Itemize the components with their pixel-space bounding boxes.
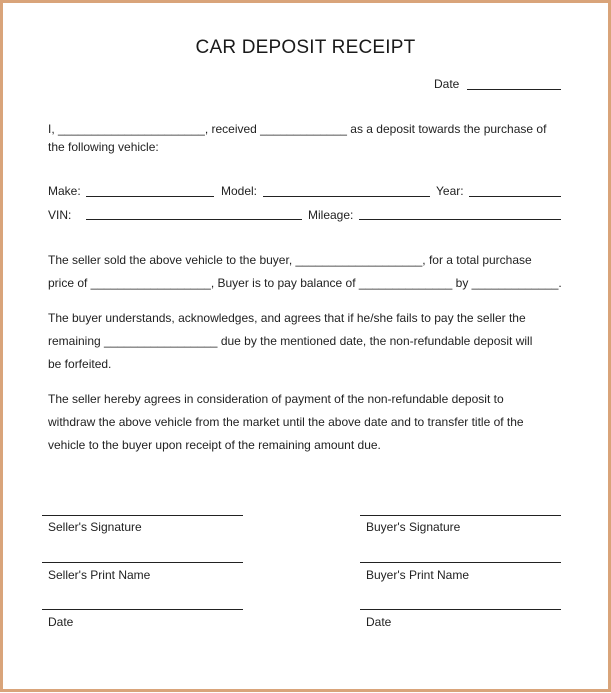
document-title: CAR DEPOSIT RECEIPT [195, 37, 416, 58]
para1-line2: the following vehicle: [48, 140, 159, 154]
model-label: Model: [221, 184, 258, 198]
para3-line2: remaining _________________ due by the mentioned date, the non-refundable deposit will [48, 334, 533, 348]
vin-label: VIN: [48, 208, 72, 222]
para4-line1: The seller hereby agrees in consideration of payment of the non-refundable deposit to [48, 392, 504, 406]
seller-signature-line[interactable] [42, 515, 243, 516]
date-field[interactable] [467, 89, 561, 90]
mileage-field[interactable] [359, 219, 561, 220]
buyer-date-line[interactable] [360, 609, 561, 610]
vin-field[interactable] [86, 219, 302, 220]
buyer-print-name-line[interactable] [360, 562, 561, 563]
year-field[interactable] [469, 196, 561, 197]
buyer-print-name-label: Buyer's Print Name [366, 568, 469, 582]
make-label: Make: [48, 184, 81, 198]
year-label: Year: [436, 184, 464, 198]
buyer-signature-label: Buyer's Signature [366, 520, 461, 534]
make-field[interactable] [86, 196, 214, 197]
seller-print-name-label: Seller's Print Name [48, 568, 151, 582]
buyer-signature-line[interactable] [360, 515, 561, 516]
mileage-label: Mileage: [308, 208, 354, 222]
para2-line2: price of __________________, Buyer is to pay balance of ______________ by _____________. [48, 276, 562, 290]
seller-signature-label: Seller's Signature [48, 520, 142, 534]
para4-line3: vehicle to the buyer upon receipt of the remaining amount due. [48, 438, 381, 452]
date-label: Date [434, 77, 460, 91]
para3-line1: The buyer understands, acknowledges, and agrees that if he/she fails to pay the seller the [48, 311, 526, 325]
model-field[interactable] [263, 196, 430, 197]
buyer-date-label: Date [366, 615, 392, 629]
seller-date-label: Date [48, 615, 74, 629]
seller-print-name-line[interactable] [42, 562, 243, 563]
para2-line1: The seller sold the above vehicle to the buyer, ___________________, for a total purchase [48, 253, 532, 267]
seller-date-line[interactable] [42, 609, 243, 610]
para3-line3: be forfeited. [48, 357, 112, 371]
para4-line2: withdraw the above vehicle from the market until the above date and to transfer title of the [48, 415, 524, 429]
para1-line1: I, ______________________, received _____________ as a deposit towards the purchase of [48, 122, 547, 136]
